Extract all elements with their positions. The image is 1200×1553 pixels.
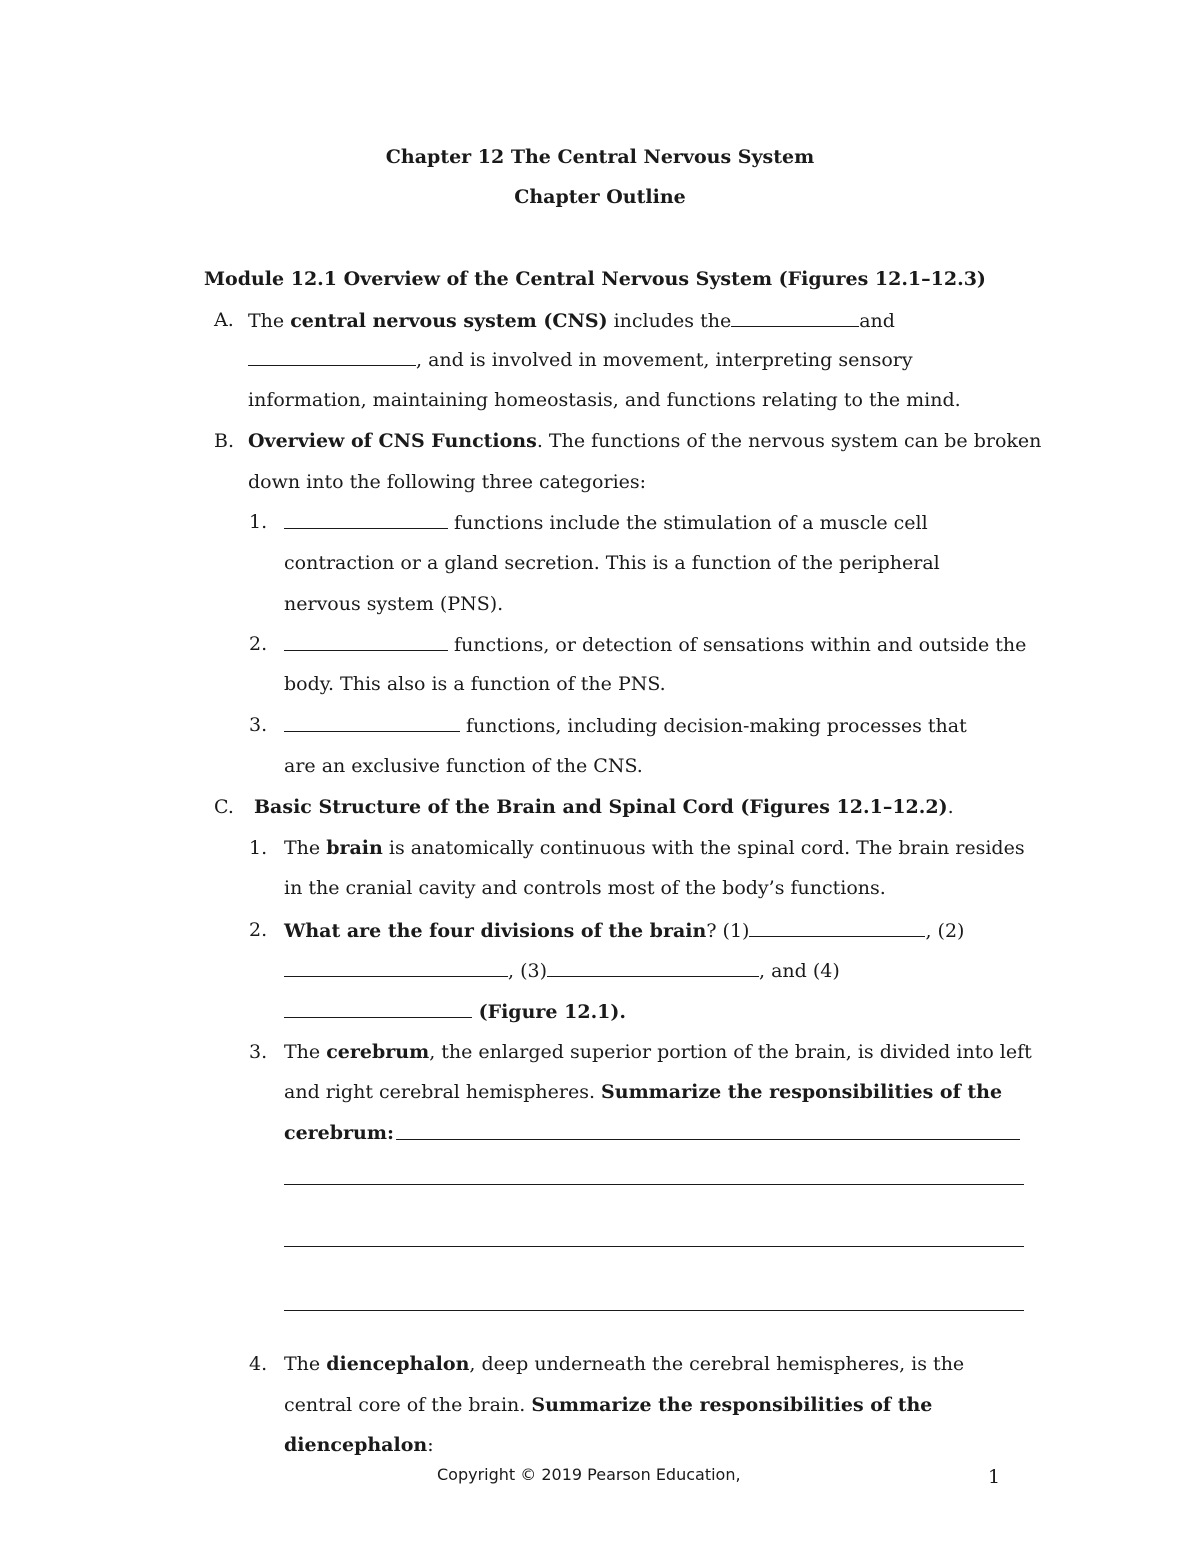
section-c-letter: C. [214, 796, 234, 818]
copyright-footer: Copyright © 2019 Pearson Education, [437, 1465, 741, 1484]
cerebrum-answer-line-2[interactable] [284, 1184, 1024, 1185]
division-blank-4[interactable] [284, 999, 472, 1018]
b-item-2-line1: functions, or detection of sensations within and outside the [284, 632, 1026, 657]
c-item-3-line3: cerebrum: [284, 1122, 394, 1144]
division-blank-3[interactable] [547, 958, 759, 977]
integrative-blank[interactable] [284, 713, 460, 732]
c-item-4-number: 4. [249, 1353, 268, 1375]
c-item-2-line3: (Figure 12.1). [284, 999, 626, 1024]
c-item-3-number: 3. [249, 1041, 268, 1063]
b-item-2-number: 2. [249, 633, 268, 655]
section-a-line3: information, maintaining homeostasis, and functions relating to the mind. [248, 389, 961, 411]
c-item-3-line1: The cerebrum, the enlarged superior portion of the brain, is divided into left [284, 1041, 1032, 1063]
c-item-2-line1: What are the four divisions of the brain? (1) , (2) [284, 920, 965, 942]
page-subtitle: Chapter Outline [514, 186, 686, 208]
b-item-1-line1: functions include the stimulation of a muscle cell [284, 510, 928, 535]
b-item-1-number: 1. [249, 511, 268, 533]
sensory-blank[interactable] [284, 632, 448, 651]
c-item-4-line1: The diencephalon, deep underneath the cerebral hemispheres, is the [284, 1353, 965, 1375]
cerebrum-answer-line-1[interactable] [396, 1139, 1020, 1140]
section-a-letter: A. [214, 309, 234, 331]
c-item-4-line2: central core of the brain. Summarize the responsibilities of the [284, 1394, 933, 1416]
c-item-1-number: 1. [249, 837, 268, 859]
section-b-line2: down into the following three categories: [248, 471, 647, 493]
c-item-3-line2: and right cerebral hemispheres. Summarize the responsibilities of the [284, 1081, 1003, 1103]
cerebrum-answer-line-3[interactable] [284, 1246, 1024, 1247]
page-number: 1 [988, 1466, 1001, 1488]
b-item-1-line3: nervous system (PNS). [284, 593, 504, 615]
section-b-letter: B. [214, 430, 235, 452]
c-item-1-line1: The brain is anatomically continuous with the spinal cord. The brain resides [284, 837, 1025, 859]
c-item-2-line2: , (3) , and (4) [284, 958, 840, 983]
page-title: Chapter 12 The Central Nervous System [385, 146, 815, 168]
cns-blank-1[interactable] [731, 308, 859, 327]
section-a-line2: , and is involved in movement, interpreting sensory [248, 347, 913, 372]
section-b-line1: Overview of CNS Functions. The functions of the nervous system can be broken [248, 430, 1042, 452]
c-item-1-line2: in the cranial cavity and controls most of the body’s functions. [284, 877, 886, 899]
b-item-3-number: 3. [249, 714, 268, 736]
b-item-3-line1: functions, including decision-making processes that [284, 713, 967, 738]
section-a-line1: The central nervous system (CNS) includes the and [248, 310, 895, 332]
module-heading: Module 12.1 Overview of the Central Nervous System (Figures 12.1–12.3) [204, 268, 986, 290]
b-item-2-line2: body. This also is a function of the PNS. [284, 673, 666, 695]
section-c-heading: Basic Structure of the Brain and Spinal Cord (Figures 12.1–12.2) [254, 796, 948, 818]
motor-blank[interactable] [284, 510, 448, 529]
b-item-3-line2: are an exclusive function of the CNS. [284, 755, 643, 777]
section-c-line1: Basic Structure of the Brain and Spinal Cord (Figures 12.1–12.2). [254, 796, 954, 818]
cns-blank-2[interactable] [248, 347, 416, 366]
division-blank-2[interactable] [284, 958, 508, 977]
division-blank-1[interactable] [749, 918, 925, 937]
section-b-heading: Overview of CNS Functions [248, 430, 537, 452]
cerebrum-answer-line-4[interactable] [284, 1310, 1024, 1311]
c-item-4-line3: diencephalon: [284, 1434, 434, 1456]
c-item-2-number: 2. [249, 919, 268, 941]
b-item-1-line2: contraction or a gland secretion. This is a function of the peripheral [284, 552, 940, 574]
